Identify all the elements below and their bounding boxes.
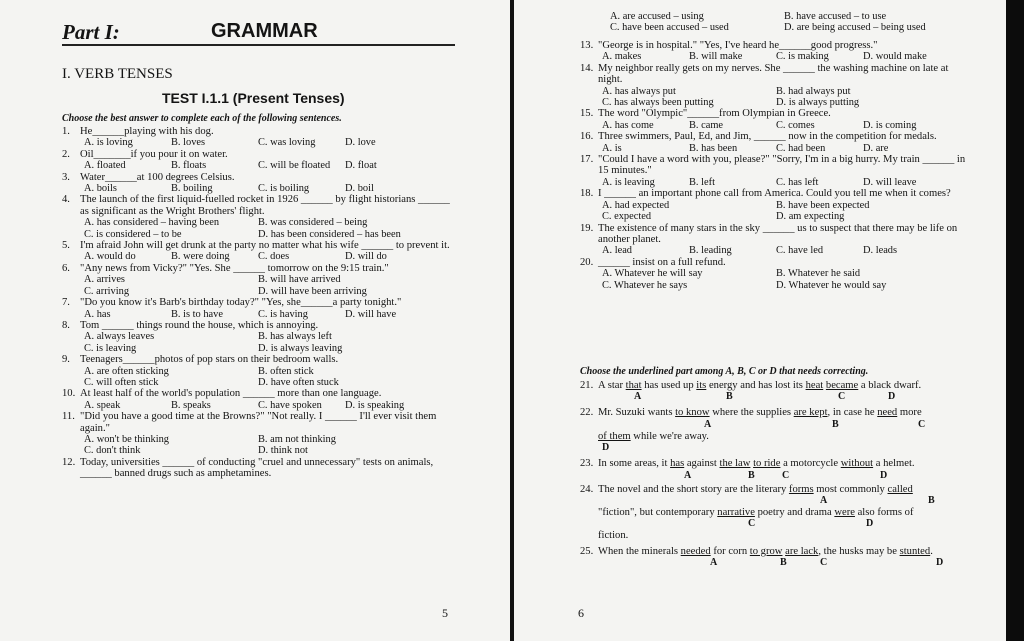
answer-option[interactable]: C. don't think: [84, 445, 141, 457]
answer-option[interactable]: C. expected: [602, 211, 652, 223]
question-23: 23. In some areas, it has against the law to ride a motorcycle without a helmet. A B C D: [580, 458, 980, 481]
question-10: 10. At least half of the world's population ______ more than one language. A. speak B. speaks C. have spoken D. is speaking: [62, 388, 454, 411]
answer-option[interactable]: B. is to have: [171, 308, 223, 320]
title-rule: [62, 44, 455, 46]
question-text: "Did you have a good time at the Browns?" "Not really. I ______ I'll ever visit them again.": [80, 411, 437, 434]
answer-option[interactable]: A. makes: [602, 51, 642, 63]
question-20: 20. ______ insist on a full refund. A. Whatever he will say B. Whatever he said C. Whatever he says D. Whatever he would say: [580, 257, 974, 291]
answer-option[interactable]: A. are often sticking: [84, 365, 169, 377]
question-11: 11. "Did you have a good time at the Browns?" "Not really. I ______ I'll ever visit them again." A. won't be thinking B. am not thinking C. don't think D. think not: [62, 411, 454, 457]
answer-option[interactable]: D. is always leaving: [258, 342, 343, 354]
answer-option[interactable]: B. loves: [171, 137, 206, 149]
answer-options: [610, 11, 970, 34]
right-page: [514, 0, 1006, 641]
answer-option[interactable]: A. lead: [602, 245, 633, 257]
question-text: I'm afraid John will get drunk at the party no matter what his wife ______ to prevent it.: [80, 240, 450, 252]
answer-option[interactable]: A. has: [84, 308, 111, 320]
answer-option[interactable]: B. left: [689, 176, 715, 188]
answer-option[interactable]: A. is loving: [84, 137, 133, 149]
answer-option[interactable]: A. has always put: [602, 85, 676, 97]
answer-option[interactable]: D. boil: [345, 183, 374, 195]
answer-option[interactable]: C. is having: [258, 308, 308, 320]
question-22: 22. Mr. Suzuki wants to know where the supplies are kept, in case he need more A B C of them while we're away. D: [580, 407, 980, 454]
question-text: Teenagers______photos of pop stars on their bedroom walls.: [80, 354, 339, 366]
answer-option[interactable]: B. came: [689, 119, 724, 131]
answer-letters: A B C D: [684, 469, 888, 481]
answer-options: [84, 217, 454, 240]
test-title: TEST I.1.1 (Present Tenses): [162, 90, 345, 106]
question-3: 3. Water______at 100 degrees Celsius. A. boils B. boiling C. is boiling D. boil: [62, 172, 454, 195]
question-list-left: [62, 126, 454, 480]
answer-option[interactable]: B. am not thinking: [258, 433, 336, 445]
answer-option[interactable]: D. will have been arriving: [258, 285, 367, 297]
answer-options: [602, 268, 974, 291]
answer-option[interactable]: D. is coming: [863, 119, 917, 131]
question-17: 17. "Could I have a word with you, please?" "Sorry, I'm in a big hurry. My train ______ in 15 minutes." A. is leaving B. left C. has left D. will leave: [580, 154, 974, 188]
question-text: I ______ an important phone call from America. Could you tell me when it comes?: [598, 188, 951, 200]
answer-option[interactable]: A. had expected: [602, 199, 670, 211]
question-text: "Could I have a word with you, please?" "Sorry, I'm in a big hurry. My train ______ in 15 minutes.": [598, 154, 966, 177]
answer-option[interactable]: B. will make: [689, 51, 743, 63]
answer-letters: A B C: [704, 418, 926, 430]
answer-option[interactable]: A. boils: [84, 183, 117, 195]
page-number: 6: [578, 606, 584, 620]
answer-options: [602, 143, 974, 154]
answer-option[interactable]: D. are being accused – being used: [784, 22, 926, 34]
question-text: "Any news from Vicky?" "Yes. She ______ tomorrow on the 9:15 train.": [80, 262, 389, 274]
answer-options: [602, 245, 974, 256]
answer-option[interactable]: B. have accused – to use: [784, 11, 887, 22]
answer-letters: D: [602, 442, 610, 454]
answer-option[interactable]: B. often stick: [258, 365, 314, 377]
answer-option[interactable]: B. was considered – being: [258, 217, 368, 229]
answer-options: [602, 51, 974, 62]
answer-option[interactable]: C. have spoken: [258, 399, 322, 411]
answer-option[interactable]: B. had always put: [776, 85, 851, 97]
question-text: My neighbor really gets on my nerves. She ______ the washing machine on late at night.: [598, 62, 949, 86]
answer-option[interactable]: A. would do: [84, 251, 136, 263]
answer-option[interactable]: B. leading: [689, 245, 732, 257]
question-13: 13. "George is in hospital." "Yes, I've heard he______good progress." A. makes B. will make C. is making D. would make: [580, 40, 974, 63]
answer-options: [602, 177, 974, 188]
answer-options: [84, 183, 454, 194]
answer-letters: A B: [820, 495, 935, 507]
answer-option[interactable]: C. will be floated: [258, 160, 331, 172]
question-14: 14. My neighbor really gets on my nerves. She ______ the washing machine on late at night. A. has always put B. had always put C. has always been putting D. is always putting: [580, 63, 974, 109]
answer-option[interactable]: D. will have: [345, 308, 397, 320]
section-heading: I. VERB TENSES: [62, 66, 173, 82]
question-text: He______playing with his dog.: [80, 126, 214, 137]
answer-option[interactable]: C. is boiling: [258, 183, 310, 195]
question-7: 7. "Do you know it's Barb's birthday today?" "Yes, she______a party tonight." A. has B. is to have C. is having D. will have: [62, 297, 454, 320]
question-6: 6. "Any news from Vicky?" "Yes. She ______ tomorrow on the 9:15 train." A. arrives B. will have arrived C. arriving D. will have been arriving: [62, 263, 454, 297]
answer-option[interactable]: C. does: [258, 251, 290, 263]
answer-option[interactable]: B. has been: [689, 142, 738, 154]
question-text: The launch of the first liquid-fuelled rocket in 1926 ______ by flight historians ______ as significant as the Wright Brothers' flight.: [80, 194, 450, 217]
answer-options: [84, 331, 454, 354]
answer-option[interactable]: B. will have arrived: [258, 274, 341, 286]
answer-option[interactable]: D. am expecting: [776, 211, 845, 223]
answer-option[interactable]: C. is making: [776, 51, 829, 63]
question-text: "George is in hospital." "Yes, I've heard he______good progress.": [598, 40, 878, 51]
answer-option[interactable]: A. are accused – using: [610, 11, 704, 22]
part-label: Part I:: [62, 20, 120, 44]
question-9: 9. Teenagers______photos of pop stars on their bedroom walls. A. are often sticking B. often stick C. will often stick D. have often stuck: [62, 354, 454, 388]
answer-option[interactable]: A. is: [602, 142, 622, 154]
question-text: "Do you know it's Barb's birthday today?" "Yes, she______a party tonight.": [80, 297, 402, 309]
question-18: 18. I ______ an important phone call from America. Could you tell me when it comes? A. had expected B. have been expected C. expected D. am expecting: [580, 188, 974, 222]
answer-option[interactable]: C. will often stick: [84, 376, 159, 388]
question-text: The existence of many stars in the sky ______ us to suspect that there may be life on another planet.: [598, 222, 958, 245]
question-text: Three swimmers, Paul, Ed, and Jim, ______ now in the competition for medals.: [598, 131, 937, 143]
answer-option[interactable]: D. leads: [863, 245, 898, 257]
answer-option[interactable]: C. have been accused – used: [610, 22, 729, 34]
question-16: 16. Three swimmers, Paul, Ed, and Jim, ______ now in the competition for medals. A. is B. has been C. had been D. are: [580, 131, 974, 154]
answer-options: [84, 434, 454, 457]
question-text: The word "Olympic"______from Olympian in Greece.: [598, 108, 831, 120]
answer-option[interactable]: B. floats: [171, 160, 207, 172]
answer-options: [602, 200, 974, 223]
answer-options: [84, 366, 454, 389]
answer-letters: A B C D: [634, 391, 896, 403]
question-text: At least half of the world's population ______ more than one language.: [80, 388, 382, 400]
answer-option[interactable]: B. have been expected: [776, 199, 870, 211]
answer-option[interactable]: A. is leaving: [602, 176, 655, 188]
answer-option[interactable]: A. Whatever he will say: [602, 268, 703, 280]
question-text: Today, universities ______ of conducting "cruel and unnecessary" tests on animals, ______ banned drugs such as amphetamines.: [80, 456, 434, 480]
answer-option[interactable]: C. arriving: [84, 285, 130, 297]
answer-options: [84, 251, 454, 262]
answer-options: [602, 120, 974, 131]
question-25: 25. When the minerals needed for corn to grow are lack, the husks may be stunted. A B C D: [580, 546, 980, 569]
answer-option[interactable]: C. has always been putting: [602, 97, 714, 109]
answer-option[interactable]: C. is leaving: [84, 342, 137, 354]
answer-option[interactable]: B. speaks: [171, 399, 211, 411]
answer-option[interactable]: C. had been: [776, 142, 826, 154]
answer-option[interactable]: A. has come: [602, 119, 654, 131]
answer-option[interactable]: D. is always putting: [776, 97, 860, 109]
answer-option[interactable]: C. is considered – to be: [84, 228, 182, 240]
answer-option[interactable]: B. Whatever he said: [776, 268, 861, 280]
instruction-correction: Choose the underlined part among A, B, C or D that needs correcting.: [580, 366, 869, 377]
answer-option[interactable]: D. will leave: [863, 176, 917, 188]
answer-option[interactable]: B. were doing: [171, 251, 230, 263]
answer-option[interactable]: A. speak: [84, 399, 121, 411]
page-number: 5: [442, 606, 448, 620]
answer-letters: C D: [748, 518, 874, 530]
answer-option[interactable]: D. Whatever he would say: [776, 279, 887, 291]
answer-letters: A B C D: [710, 557, 944, 569]
question-12-options: [610, 11, 970, 34]
answer-option[interactable]: D. is speaking: [345, 399, 405, 411]
answer-option[interactable]: D. are: [863, 142, 889, 154]
answer-option[interactable]: D. has been considered – has been: [258, 228, 401, 240]
question-text: Oil_______if you pour it on water.: [80, 148, 228, 160]
answer-option[interactable]: D. float: [345, 160, 377, 172]
answer-option[interactable]: C. Whatever he says: [602, 279, 688, 291]
answer-option[interactable]: A. floated: [84, 160, 126, 172]
question-1: 1. He______playing with his dog. A. is loving B. loves C. was loving D. love: [62, 126, 454, 149]
question-5: 5. I'm afraid John will get drunk at the party no matter what his wife ______ to prevent it. A. would do B. were doing C. does D. will do: [62, 240, 454, 263]
question-24: 24. The novel and the short story are the literary forms most commonly called A B "fiction", but contemporary narrative poetry and drama were also forms of C D fiction.: [580, 484, 980, 542]
question-19: 19. The existence of many stars in the sky ______ us to suspect that there may be life on another planet. A. lead B. leading C. have led D. leads: [580, 223, 974, 257]
answer-option[interactable]: A. has considered – having been: [84, 217, 220, 229]
question-8: 8. Tom ______ things round the house, which is annoying. A. always leaves B. has always left C. is leaving D. is always leaving: [62, 320, 454, 354]
question-4: 4. The launch of the first liquid-fuelled rocket in 1926 ______ by flight historians ______ as significant as the Wright Brothers' flight. A. has considered – having been B. was considered – being C. is considered – to be D. has been considered – has been: [62, 194, 454, 240]
answer-option[interactable]: D. love: [345, 137, 376, 149]
answer-options: [84, 400, 454, 411]
question-list-right: [580, 40, 974, 291]
answer-option[interactable]: C. comes: [776, 119, 815, 131]
instruction: Choose the best answer to complete each of the following sentences.: [62, 113, 342, 124]
left-page: [0, 0, 510, 641]
part-title: GRAMMAR: [211, 20, 318, 42]
answer-option[interactable]: D. have often stuck: [258, 376, 339, 388]
page-edge: [1006, 0, 1024, 641]
answer-option[interactable]: C. has left: [776, 176, 819, 188]
answer-options: [84, 137, 454, 148]
error-questions: [580, 380, 980, 569]
answer-options: [84, 309, 454, 320]
answer-options: [84, 274, 454, 297]
question-text: ______ insist on a full refund.: [598, 256, 726, 268]
answer-option[interactable]: B. has always left: [258, 331, 332, 343]
question-15: 15. The word "Olympic"______from Olympian in Greece. A. has come B. came C. comes D. is coming: [580, 108, 974, 131]
question-21: 21. A star that has used up its energy and has lost its heat became a black dwarf. A B C D: [580, 380, 980, 403]
answer-options: [602, 86, 974, 109]
answer-options: [84, 160, 454, 171]
answer-option[interactable]: C. was loving: [258, 137, 316, 149]
answer-option[interactable]: C. have led: [776, 245, 824, 257]
answer-option[interactable]: D. would make: [863, 51, 927, 63]
question-text: Water______at 100 degrees Celsius.: [80, 171, 235, 183]
answer-option[interactable]: A. arrives: [84, 274, 125, 286]
answer-option[interactable]: A. always leaves: [84, 331, 155, 343]
question-12: 12. Today, universities ______ of conducting "cruel and unnecessary" tests on animals, ______ banned drugs such as amphetamines.: [62, 457, 454, 480]
question-2: 2. Oil_______if you pour it on water. A. floated B. floats C. will be floated D. float: [62, 149, 454, 172]
question-text: Tom ______ things round the house, which is annoying.: [80, 319, 319, 331]
answer-option[interactable]: A. won't be thinking: [84, 433, 169, 445]
answer-option[interactable]: B. boiling: [171, 183, 213, 195]
answer-option[interactable]: D. think not: [258, 445, 308, 457]
answer-option[interactable]: D. will do: [345, 251, 387, 263]
